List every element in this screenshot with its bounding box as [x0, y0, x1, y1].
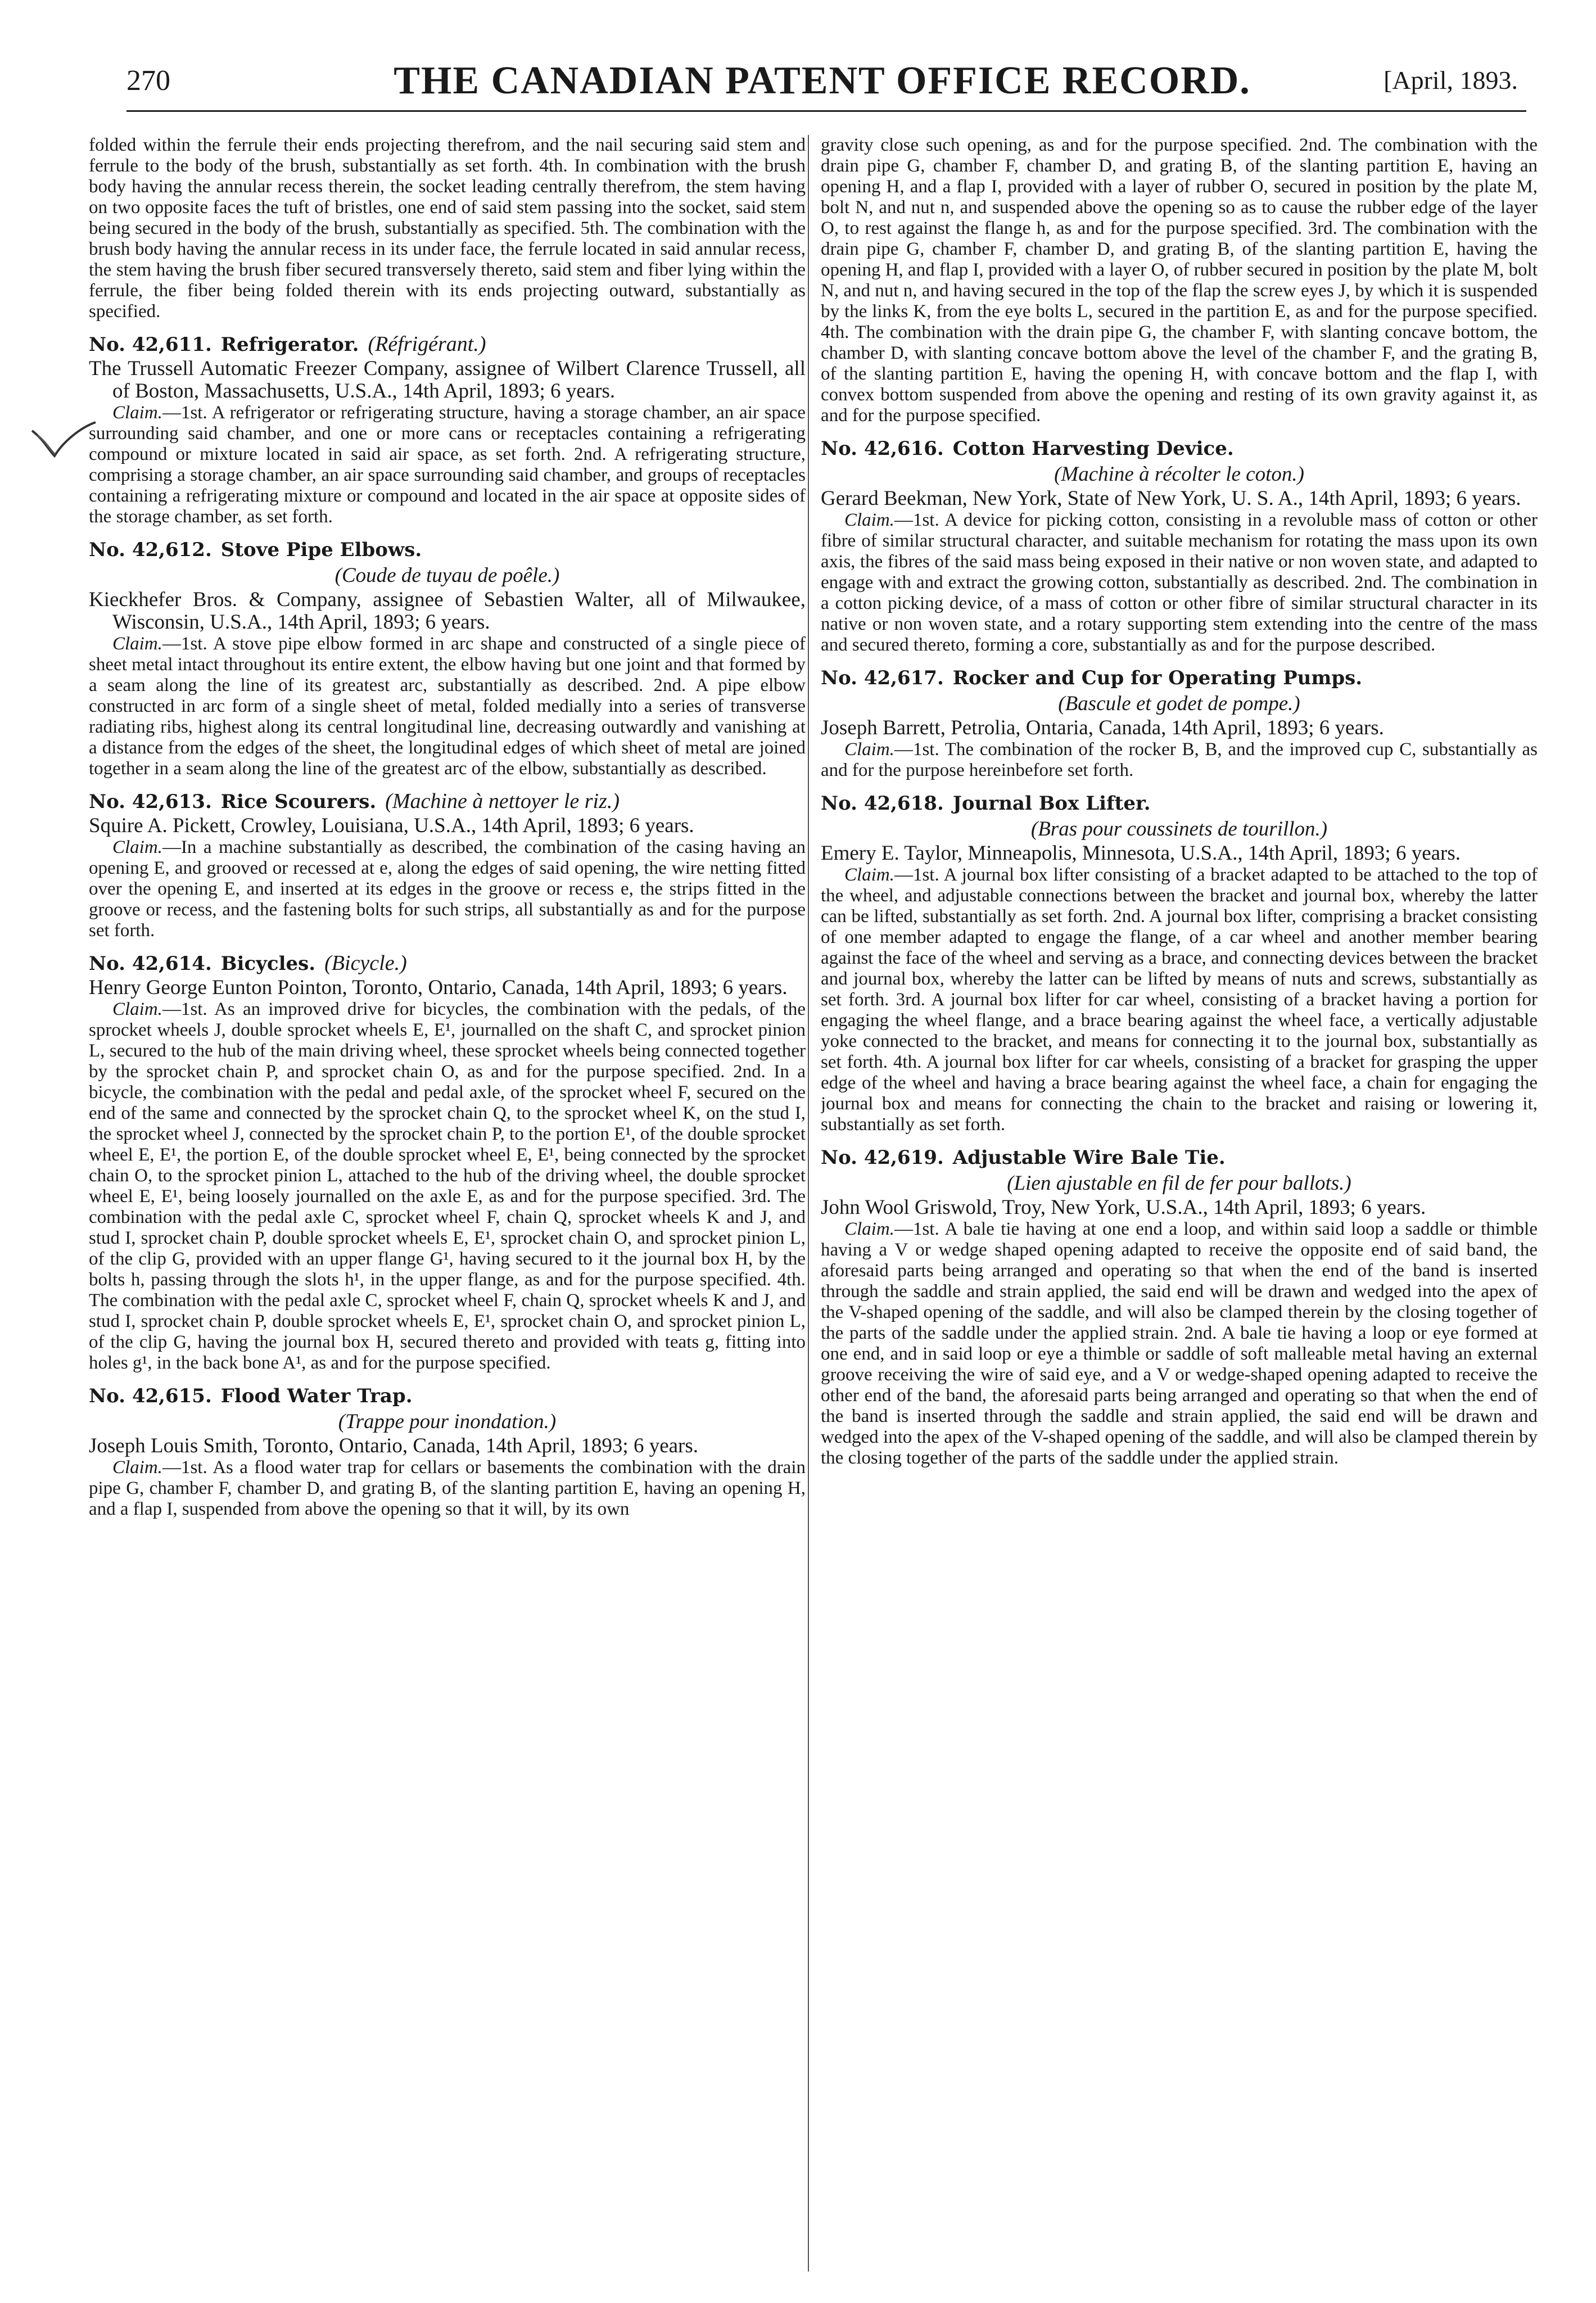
french-title-line [89, 563, 806, 589]
column-divider [808, 135, 809, 2272]
patent-claim [89, 403, 806, 527]
patent-grant: Gerard Beekman, New York, State of New York, U. S. A., 14th April, 1893; 6 years. [821, 487, 1521, 510]
claim-label: Claim. [112, 999, 162, 1019]
patent-grant: Henry George Eunton Pointon, Toronto, Ontario, Canada, 14th April, 1893; 6 years. [89, 976, 788, 999]
patent-claim [89, 634, 806, 779]
patent-title [89, 331, 806, 358]
patent-number: No. 42,614. [89, 952, 212, 975]
issue-date: [April, 1893. [1383, 66, 1518, 94]
patent-entry [821, 665, 1538, 781]
french-title-line [821, 816, 1538, 842]
patent-number: No. 42,615. [89, 1385, 212, 1407]
page-header [126, 58, 1518, 101]
patent-grant: Joseph Louis Smith, Toronto, Ontario, Canada, 14th April, 1893; 6 years. [89, 1434, 699, 1457]
patent-entry [89, 331, 806, 527]
patent-claim [821, 739, 1538, 781]
patent-number: No. 42,617. [821, 667, 944, 689]
french-title-line [821, 462, 1538, 487]
patent-number: No. 42,613. [89, 791, 212, 813]
french-title-line [821, 1171, 1538, 1196]
patent-grant: Joseph Barrett, Petrolia, Ontaria, Canada, 14th April, 1893; 6 years. [821, 716, 1384, 739]
patent-title [821, 790, 1538, 816]
patent-name: Rice Scourers. [220, 791, 377, 813]
claim-text: —1st. As an improved drive for bicycles, the combination with the pedals, of the sprocket wheels J, double sprocket wheels E, E¹, journalled on the shaft C, and sprocket pinion L, secured to the hub of the main driving wheel, these sprocket wheels being connected together by the sprocket chain P, and sprocket chain O, as and for the purpose specified. 2nd. In a bicycle, the combination with the pedal and pedal axle, of the sprocket wheel F, secured on the end of the same and connected by the sprocket chain Q, to the sprocket wheel K, on the stud I, the sprocket wheel J, connected by the sprocket chain P, to the portion E¹, of the double sprocket wheel E, E¹, the portion E, of the double sprocket wheel E, E¹, being connected by the sprocket chain O, to the sprocket pinion L, attached to the hub of the driving wheel, the double sprocket wheel E, E¹, being loosely journalled on the axle E, as and for the purpose specified. 3rd. The combination with the pedal axle C, sprocket wheel F, chain Q, sprocket wheels K and J, and stud I, sprocket chain P, double sprocket wheels E, E¹, sprocket chain O, and sprocket pinion L, of the clip G, provided with an upper flange G¹, having secured to it the journal box H, by the bolts h, passing through the slots h¹, in the upper flange, as and for the purpose specified. 4th. The combination with the pedal axle C, sprocket wheel F, chain Q, sprocket wheels K and J, and stud I, sprocket chain P, double sprocket wheels E, E¹, sprocket chain O, and sprocket pinion L, of the clip G, having the journal box H, secured thereto and provided with teats g, fitting into holes g¹, in the back bone A¹, as and for the purpose specified. [89, 999, 806, 1373]
french-title: (Bras pour coussinets de tourillon.) [1030, 818, 1328, 841]
patent-entry [89, 950, 806, 1374]
journal-title: THE CANADIAN PATENT OFFICE RECORD. [394, 59, 1251, 102]
claim-label: Claim. [112, 403, 162, 423]
claim-label: Claim. [844, 1219, 894, 1239]
patent-name: Journal Box Lifter. [952, 792, 1151, 815]
patent-number: No. 42,616. [821, 437, 944, 460]
patent-entry [821, 435, 1538, 656]
french-title: (Machine à nettoyer le riz.) [385, 789, 620, 813]
patent-claim [89, 837, 806, 941]
right-column [821, 135, 1538, 2277]
patent-name: Refrigerator. [220, 333, 359, 356]
continuation-text: folded within the ferrule their ends projecting therefrom, and the nail securing said stem and ferrule to the body of the brush, substantially as set forth. 4th. In combination with the brush body having the annular recess therein, the socket leading centrally therefrom, the stem having on two opposite faces the tuft of bristles, one end of said stem passing into the socket, said stem being secured in the body of the brush, substantially as specified. 5th. The combination with the brush body having the annular recess in its under face, the ferrule located in said annular recess, the stem having the brush fiber secured transversely thereto, said stem and fiber lying within the ferrule, the fiber being folded therein with its ends projecting outward, substantially as specified. [89, 135, 806, 322]
page-number: 270 [126, 65, 170, 97]
patent-list [89, 331, 806, 1520]
patent-number: No. 42,618. [821, 792, 944, 815]
patent-name: Bicycles. [220, 952, 316, 975]
claim-text: —1st. As a flood water trap for cellars or basements the combination with the drain pipe G, chamber F, chamber D, and grating B, of the slanting partition E, having an opening H, and a flap I, suspended from above the opening so that it will, by its own [89, 1457, 806, 1519]
claim-text: —1st. A refrigerator or refrigerating structure, having a storage chamber, an air space surrounding said chamber, and one or more cans or receptacles containing a refrigerating compound or mixture located in said air space, as set forth. 2nd. A refrigerating structure, comprising a storage chamber, an air space surrounding said chamber, and groups of receptacles containing a refrigerating mixture or compound and located in the air space at opposite sides of the storage chamber, as set forth. [89, 403, 806, 527]
patent-grant: John Wool Griswold, Troy, New York, U.S.A., 14th April, 1893; 6 years. [821, 1196, 1426, 1219]
claim-label: Claim. [112, 837, 162, 857]
french-title: (Lien ajustable en fil de fer pour ballots.) [1007, 1172, 1351, 1195]
patent-grant: The Trussell Automatic Freezer Company, assignee of Wilbert Clarence Trussell, all of Boston, Massachusetts, U.S.A., 14th April, 1893; 6 years. [89, 357, 806, 403]
patent-claim [821, 865, 1538, 1135]
claim-text: —In a machine substantially as described, the combination of the casing having an opening E, and grooved or recessed at e, along the edges of said opening, the wire netting fitted over the opening E, and inserted at its edges in the groove or recess e, the strips fitted in the groove or recess, and the fastening bolts for such strips, all substantially as and for the purpose set forth. [89, 837, 806, 941]
patent-entry [821, 790, 1538, 1135]
continuation-text: gravity close such opening, as and for the purpose specified. 2nd. The combination with the drain pipe G, chamber F, chamber D, and grating B, of the slanting partition E, having an opening H, and a flap I, provided with a layer of rubber O, secured in position by the plate M, bolt N, and nut n, and suspended above the opening so as to cause the rubber edge of the layer O, to rest against the flange h, as and for the purpose specified. 3rd. The combination with the drain pipe G, chamber F, chamber D, and grating B, of the slanting partition E, having the opening H, and flap I, provided with a layer O, of rubber secured in position by the plate M, bolt N, and nut n, and having secured in the top of the flap the screw eyes J, by which it is suspended by the links K, from the eye bolts L, secured in the partition E, as and for the purpose specified. 4th. The combination with the drain pipe G, the chamber F, with slanting concave bottom, the chamber D, with slanting concave bottom above the level of the chamber F, and the grating B, of the slanting partition E, having the opening H, with concave bottom and the flap I, with convex bottom suspended from above the opening and resting of its own gravity against it, as and for the purpose specified. [821, 135, 1538, 426]
claim-text: —1st. A stove pipe elbow formed in arc shape and constructed of a single piece of sheet metal intact throughout its entire extent, the elbow having but one joint and that formed by a seam along the line of its greatest arc, substantially as described. 2nd. A pipe elbow constructed in arc form of a single sheet of metal, folded medially into a series of transverse radiating ribs, highest along its central longitudinal line, decreasing outwardly and vanishing at a distance from the edges of the sheet, the longitudinal edges of which sheet of metal are joined together in a seam along the line of the greatest arc of the elbow, substantially as described. [89, 634, 806, 779]
patent-entry [89, 788, 806, 941]
patent-number: No. 42,619. [821, 1146, 944, 1169]
patent-number: No. 42,611. [89, 333, 212, 356]
left-column [89, 135, 806, 2277]
patent-number: No. 42,612. [89, 539, 212, 561]
claim-label: Claim. [844, 865, 894, 885]
claim-text: —1st. A bale tie having at one end a loop, and within said loop a saddle or thimble having a V or wedge shaped opening adapted to receive the opposite end of said band, the aforesaid parts being arranged and operating so that when the end of the band is inserted through the saddle and strain applied, the said end will be drawn and wedged into the apex of the V-shaped opening of the saddle, and will also be clamped therein by the closing together of the parts of the saddle under the applied strain. 2nd. A bale tie having a loop or eye formed at one end, and in said loop or eye a thimble or saddle of soft malleable metal having an external groove receiving the wire of said eye, and a V or wedge-shaped opening adapted to receive the other end of the band, the aforesaid parts being arranged and operating so that when the end of the band is inserted through the saddle and strain applied, the said end will be drawn and wedged into the apex of the V-shaped opening of the saddle, and will also be clamped therein by the closing together of the parts of the saddle under the applied strain. [821, 1219, 1538, 1468]
patent-title [89, 950, 806, 977]
patent-name: Cotton Harvesting Device. [952, 437, 1234, 460]
claim-label: Claim. [112, 1457, 162, 1478]
claim-label: Claim. [112, 634, 162, 654]
patent-entry [89, 536, 806, 779]
patent-grant: Kieckhefer Bros. & Company, assignee of Sebastien Walter, all of Milwaukee, Wisconsin, U.S.A., 14th April, 1893; 6 years. [89, 588, 806, 634]
patent-title [89, 788, 806, 815]
french-title: (Machine à récolter le coton.) [1054, 463, 1304, 486]
patent-name: Flood Water Trap. [220, 1385, 413, 1407]
french-title-line [89, 1409, 806, 1435]
french-title: (Bicycle.) [324, 951, 407, 975]
french-title-line [821, 691, 1538, 717]
patent-name: Rocker and Cup for Operating Pumps. [952, 667, 1363, 689]
patent-claim [89, 1457, 806, 1520]
french-title: (Trappe pour inondation.) [338, 1410, 557, 1433]
claim-text: —1st. A journal box lifter consisting of a bracket adapted to be attached to the top of the wheel, and adjustable connections between the bracket and journal box, whereby the latter can be lifted, substantially as set forth. 2nd. A journal box lifter, comprising a bracket consisting of one member adapted to engage the flange, of a car wheel and another member bearing against the face of the wheel and serving as a brace, and connecting devices between the bracket and journal box, whereby the latter can be lifted by means of nuts and screws, substantially as set forth. 3rd. A journal box lifter for car wheel, consisting of a bracket having a portion for engaging the wheel flange, and a brace bearing against the wheel face, a vertically adjustable yoke connected to the bracket, and means for connecting it to the journal box, substantially as set forth. 4th. A journal box lifter for car wheels, consisting of a bracket for grasping the upper edge of the wheel and having a brace bearing against the wheel face, a chain for engaging the journal box and means for connecting the chain to the bracket and raising or lowering it, substantially as set forth. [821, 865, 1538, 1135]
patent-name: Stove Pipe Elbows. [220, 539, 422, 561]
patent-title [821, 665, 1538, 691]
patent-claim [821, 1219, 1538, 1469]
patent-title [89, 536, 806, 563]
patent-title [821, 1144, 1538, 1171]
patent-entry [89, 1383, 806, 1520]
patent-claim [821, 510, 1538, 656]
french-title: (Bascule et godet de pompe.) [1058, 692, 1300, 715]
patent-claim [89, 999, 806, 1374]
claim-label: Claim. [844, 739, 894, 760]
patent-grant: Emery E. Taylor, Minneapolis, Minnesota, U.S.A., 14th April, 1893; 6 years. [821, 842, 1461, 865]
french-title: (Coude de tuyau de poêle.) [334, 564, 560, 587]
header-rule [126, 110, 1526, 112]
claim-label: Claim. [844, 510, 894, 530]
patent-name: Adjustable Wire Bale Tie. [952, 1146, 1226, 1169]
french-title: (Réfrigérant.) [368, 332, 486, 356]
claim-text: —1st. A device for picking cotton, consisting in a revoluble mass of cotton or other fibre of similar structural character, and suitable mechanism for rotating the mass upon its own axis, the fibres of the said mass being exposed in their native or non woven state, and adapted to engage with and extract the growing cotton, substantially as described. 2nd. The combination in a cotton picking device, of a mass of cotton or other fibre of similar structural character in its native or non woven state, and a rotary supporting stem extending into the centre of the mass and secured thereto, forming a core, substantially as and for the purpose described. [821, 510, 1538, 655]
patent-title [821, 435, 1538, 462]
patent-list [821, 435, 1538, 1469]
handwritten-check-mark-icon [29, 419, 97, 459]
patent-grant: Squire A. Pickett, Crowley, Louisiana, U.S.A., 14th April, 1893; 6 years. [89, 814, 694, 837]
claim-text: —1st. The combination of the rocker B, B, and the improved cup C, substantially as and for the purpose hereinbefore set forth. [821, 739, 1538, 780]
patent-entry [821, 1144, 1538, 1469]
patent-title [89, 1383, 806, 1409]
